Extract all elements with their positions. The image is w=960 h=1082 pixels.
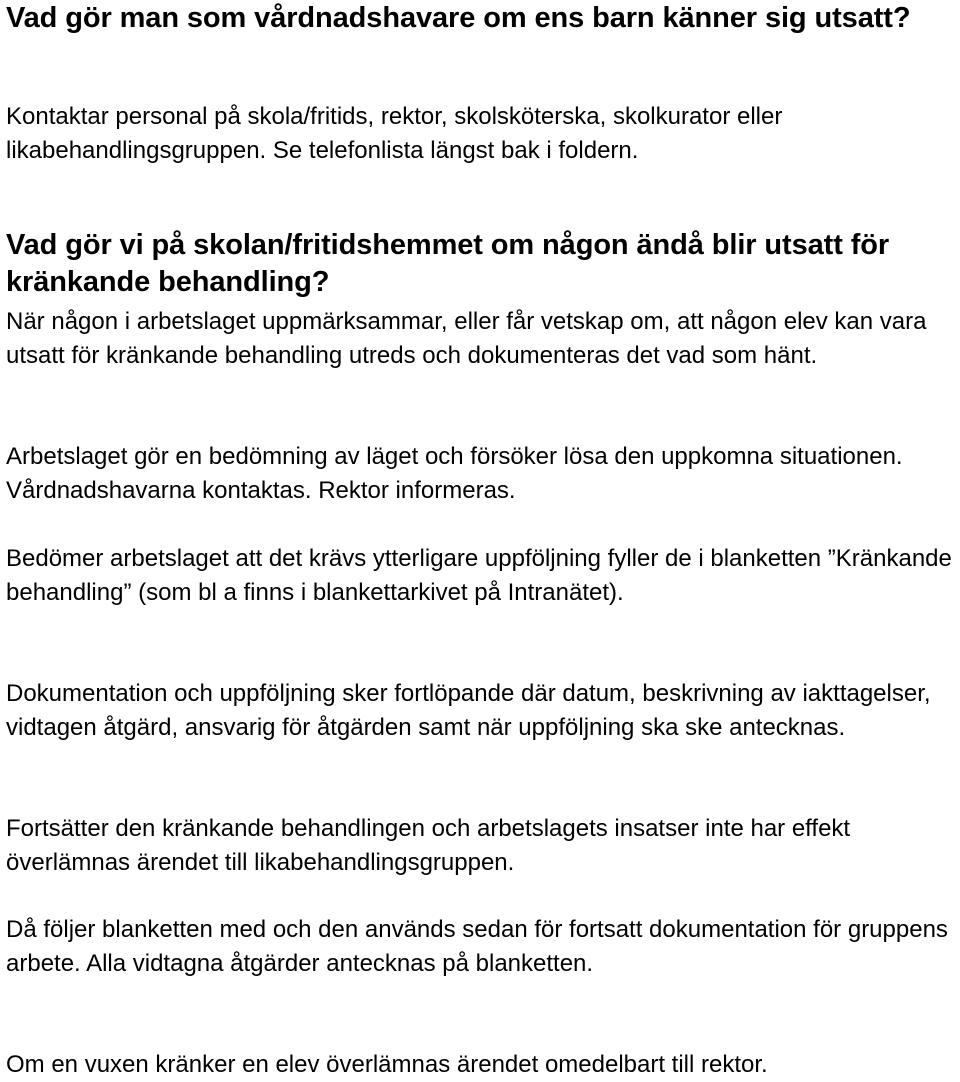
- paragraph-investigation: När någon i arbetslaget uppmärksammar, eller får vetskap om, att någon elev kan vara utsatt för kränkande behandling utreds och dokumenteras det vad som hänt.: [6, 308, 927, 369]
- paragraph-assessment: Arbetslaget gör en bedömning av läget och försöker lösa den uppkomna situationen. Vårdnadshavarna kontaktas. Rektor informeras.: [6, 443, 903, 504]
- paragraph-documentation: Dokumentation och uppföljning sker fortlöpande där datum, beskrivning av iakttagelser, vidtagen åtgärd, ansvarig för åtgärden samt när uppföljning ska ske antecknas.: [6, 680, 931, 741]
- section-heading-school-actions: Vad gör vi på skolan/fritidshemmet om någon ändå blir utsatt för kränkande behandling?: [6, 229, 890, 298]
- paragraph-form-follows: Då följer blanketten med och den används sedan för fortsatt dokumentation för gruppens arbete. Alla vidtagna åtgärder antecknas på blanketten.: [6, 916, 948, 977]
- section-heading-guardian: Vad gör man som vårdnadshavare om ens barn känner sig utsatt?: [6, 2, 911, 34]
- paragraph-contact-staff: Kontaktar personal på skola/fritids, rektor, skolsköterska, skolkurator eller likabehandlingsgruppen. Se telefonlista längst bak i foldern.: [6, 103, 783, 164]
- paragraph-escalation: Fortsätter den kränkande behandlingen och arbetslagets insatser inte har effekt överlämnas ärendet till likabehandlingsgruppen.: [6, 815, 851, 876]
- paragraph-form: Bedömer arbetslaget att det krävs ytterligare uppföljning fyller de i blanketten ”Kränkande behandling” (som bl a finns i blankettarkivet på Intranätet).: [6, 545, 952, 606]
- paragraph-adult-offender: Om en vuxen kränker en elev överlämnas ärendet omedelbart till rektor.: [6, 1051, 768, 1078]
